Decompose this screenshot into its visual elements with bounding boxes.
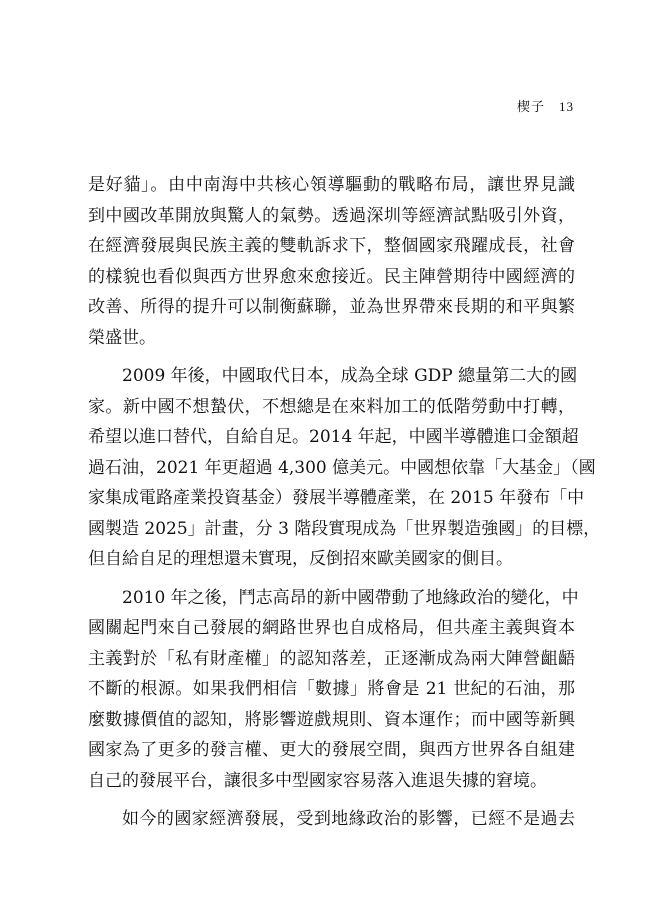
text-line: 2010 年之後，鬥志高昂的新中國帶動了地緣政治的變化，中 (122, 587, 579, 608)
body-text (88, 170, 601, 835)
text-line: 自己的發展平台，讓很多中型國家容易落入進退失據的窘境。 (88, 770, 547, 791)
text-line: 家。新中國不想蟄伏，不想總是在來料加工的低階勞動中打轉， (88, 396, 575, 417)
text-line: 國製造 2025」計畫，分 3 階段實現成為「世界製造強國」的目標， (88, 518, 601, 539)
text-line: 2009 年後，中國取代日本，成為全球 GDP 總量第二大的國 (122, 366, 578, 386)
text-line: 但自給自足的理想還未實現，反倒招來歐美國家的側目。 (88, 549, 513, 569)
text-line: 麼數據價值的認知，將影響遊戲規則、資本運作；而中國等新興 (88, 709, 575, 730)
paragraph-1 (88, 170, 575, 353)
chapter-title: 楔子 (516, 100, 545, 115)
page-number: 13 (559, 99, 574, 114)
text-line: 過石油，2021 年更超過 4,300 億美元。中國想依靠「大基金」（國 (88, 457, 596, 478)
text-line: 希望以進口替代，自給自足。2014 年起，中國半導體進口金額超 (88, 427, 579, 447)
text-line: 榮盛世。 (88, 327, 156, 348)
running-head (517, 96, 574, 115)
paragraph-4 (88, 804, 575, 835)
text-line: 如今的國家經濟發展，受到地緣政治的影響，已經不是過去 (122, 809, 575, 829)
text-line: 國家為了更多的發言權、更大的發展空間，與西方世界各自組建 (88, 740, 575, 760)
text-line: 不斷的根源。如果我們相信「數據」將會是 21 世紀的石油，那 (88, 679, 575, 699)
text-line: 改善、所得的提升可以制衡蘇聯，並為世界帶來長期的和平與繁 (88, 297, 575, 317)
text-line: 是好貓」。由中南海中共核心領導驅動的戰略布局，讓世界見識 (88, 175, 575, 195)
text-line: 到中國改革開放與驚人的氣勢。透過深圳等經濟試點吸引外資， (88, 205, 575, 226)
text-line: 在經濟發展與民族主義的雙軌訴求下，整個國家飛躍成長，社會 (88, 236, 575, 256)
text-line: 國關起門來自己發展的網路世界也自成格局，但共產主義與資本 (88, 618, 575, 638)
paragraph-3 (88, 583, 579, 797)
paragraph-2 (88, 361, 601, 575)
text-line: 的樣貌也看似與西方世界愈來愈接近。民主陣營期待中國經濟的 (88, 266, 575, 287)
text-line: 主義對於「私有財產權」的認知落差，正逐漸成為兩大陣營齟齬 (88, 648, 575, 669)
text-line: 家集成電路產業投資基金）發展半導體產業，在 2015 年發布「中 (88, 488, 585, 508)
